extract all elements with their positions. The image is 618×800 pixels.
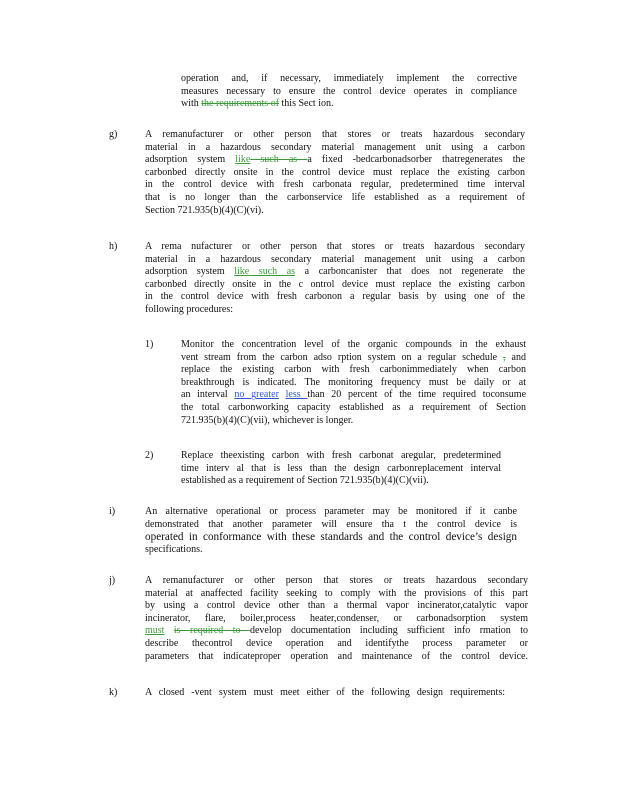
item-marker-i: i)	[109, 506, 116, 517]
paragraph-g	[145, 129, 525, 217]
text-line: the total carbonworking capacity established as a requirement of Section	[181, 401, 526, 413]
text-line: parameters that indicateproper operation and maintenance of the control device.	[145, 650, 528, 662]
text-line	[181, 352, 526, 365]
text-line: that is no longer than the carbonservice life established as a requirement of	[145, 191, 525, 203]
text-line: by using a control device other than a thermal vapor incinerator,catalytic vapor	[145, 600, 528, 612]
text-line: describe thecontrol device operation and identifythe process parameter or	[145, 637, 528, 649]
text-line: time interv al that is less than the design carbonreplacement interval	[181, 462, 501, 474]
paragraph-h	[145, 241, 525, 317]
text-run: this Sect ion.	[279, 98, 334, 110]
text-line: measures necessary to ensure the control device operates in compliance	[181, 85, 517, 97]
subitem-marker-1: 1)	[145, 339, 154, 350]
paragraph-j	[145, 575, 528, 663]
text-line: in the control device with fresh carbonon a regular basis by using one of the	[145, 291, 525, 303]
text-line: carbonbed directly onsite in the c ontrol device must replace the existing carbon	[145, 278, 525, 290]
text-run: an interval	[181, 389, 235, 401]
text-line: incinerator, flare, boiler,process heater,condenser, or carbonadsorption system	[145, 612, 528, 624]
text-run	[279, 389, 286, 400]
text-line: Monitor the concentration level of the organic compounds in the exhaust	[181, 339, 526, 350]
text-run: vent stream from the carbon adso rption system on a regular schedule	[181, 351, 504, 363]
continuation-paragraph	[181, 73, 517, 111]
text-line: material in a hazardous secondary material management unit using a carbon	[145, 141, 525, 153]
text-line: breakthrough is indicated. The monitoring frequency must be daily or at	[181, 376, 526, 388]
text-run: and	[505, 351, 526, 363]
text-line: replace the existing carbon with fresh carbonimmediately when carbon	[181, 364, 526, 376]
text-line: A remanufacturer or other person that stores or treats hazardous secondary	[145, 575, 528, 586]
text-line: Section 721.935(b)(4)(C)(vi).	[145, 204, 264, 216]
text-line	[181, 98, 517, 111]
item-marker-h: h)	[109, 241, 118, 252]
inserted-text: like such as	[234, 266, 296, 278]
text-line: A rema nufacturer or other person that stores or treats hazardous secondary	[145, 241, 525, 252]
subparagraph-2	[181, 450, 501, 488]
paragraph-k	[145, 687, 505, 700]
inserted-text: less	[285, 389, 308, 401]
text-run: a fixed -bedcarbonadsorber thatregenerates the	[307, 154, 525, 166]
deleted-text: is required to	[173, 625, 250, 637]
inserted-text: like	[235, 154, 251, 166]
text-line: A closed -vent system must meet either of the following design requirements:	[145, 687, 505, 698]
item-marker-g: g)	[109, 129, 118, 140]
text-line	[145, 154, 525, 167]
deleted-text: ,	[503, 351, 506, 363]
text-run: than 20 percent of the time required toconsume	[307, 389, 527, 401]
text-run: develop documentation including sufficient info rmation to	[249, 625, 529, 637]
subitem-marker-2: 2)	[145, 450, 154, 461]
text-line: 721.935(b)(4)(C)(vii), whichever is longer.	[181, 414, 354, 426]
item-marker-j: j)	[109, 575, 116, 586]
deleted-text: the requirements of	[201, 98, 280, 110]
text-line: A remanufacturer or other person that stores or treats hazardous secondary	[145, 129, 525, 140]
text-line: established as a requirement of Section 721.935(b)(4)(C)(vii).	[181, 475, 429, 487]
text-line: operation and, if necessary, immediately implement the corrective	[181, 73, 517, 84]
text-line: specifications.	[145, 543, 203, 555]
text-line: material in a hazardous secondary material management unit using a carbon	[145, 253, 525, 265]
text-line	[181, 389, 526, 402]
subparagraph-1	[181, 339, 526, 427]
text-line: material at anaffected facility seeking to comply with the provisions of this part	[145, 587, 528, 599]
inserted-text: must	[145, 625, 165, 637]
text-run: adsorption system	[145, 154, 236, 166]
text-line: following procedures:	[145, 303, 234, 315]
text-run: with	[181, 98, 202, 110]
text-line: Replace theexisting carbon with fresh carbonat aregular, predetermined	[181, 450, 501, 461]
text-line: in the control device with fresh carbonata regular, predetermined time interval	[145, 179, 525, 191]
paragraph-i	[145, 506, 517, 556]
text-line: An alternative operational or process parameter may be monitored if it canbe	[145, 506, 517, 517]
inserted-text: no greater	[234, 389, 279, 401]
deleted-text: such as	[250, 154, 308, 166]
item-marker-k: k)	[109, 687, 118, 698]
text-run: adsorption system	[145, 266, 235, 278]
text-run	[164, 625, 173, 636]
text-line	[145, 266, 525, 279]
text-line: demonstrated that another parameter will ensure tha t the control device is	[145, 518, 517, 530]
text-run: a carboncanister that does not regenerate the	[295, 266, 525, 278]
text-line: carbonbed directly onsite in the control device must replace the existing carbon	[145, 166, 525, 178]
text-line	[145, 625, 528, 638]
text-line: operated in conformance with these standards and the control device’s design	[145, 531, 517, 544]
